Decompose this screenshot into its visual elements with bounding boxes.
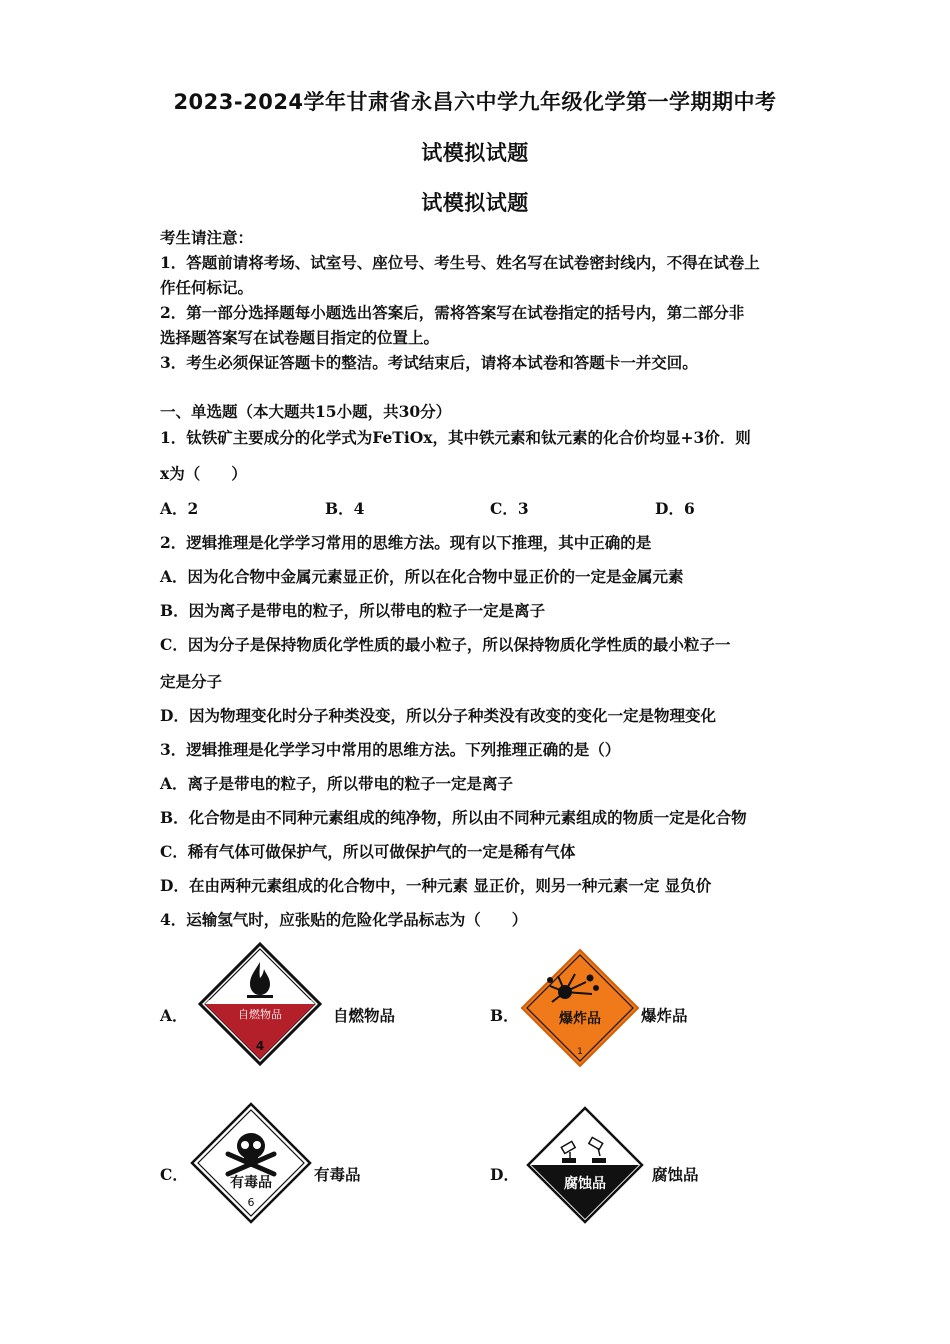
question-1-option-d: D．6 [655, 499, 695, 518]
question-2-option-b: B．因为离子是带电的粒子，所以带电的粒子一定是离子 [160, 601, 546, 620]
question-2-option-d: D．因为物理变化时分子种类没变，所以分子种类没有改变的变化一定是物理变化 [160, 706, 716, 725]
sign-c-number: 6 [247, 1196, 255, 1209]
question-2-stem: 2．逻辑推理是化学学习常用的思维方法。现有以下推理，其中正确的是 [160, 533, 652, 552]
flammable-sign [198, 942, 322, 1066]
corrosive-sign [526, 1106, 644, 1224]
question-4-stem: 4．运输氢气时，应张贴的危险化学品标志为（ ） [160, 910, 528, 929]
section-heading: 一、单选题（本大题共15小题，共30分） [160, 402, 452, 421]
question-1-option-a: A．2 [160, 499, 199, 518]
question-1-option-c: C．3 [490, 499, 529, 518]
question-4-option-b-label: 爆炸品 [641, 1006, 688, 1025]
question-4-option-c-letter: C． [160, 1165, 188, 1184]
notice-item: 作任何标记。 [160, 278, 254, 297]
question-4-option-a-label: 自燃物品 [333, 1006, 396, 1025]
notice-item: 选择题答案写在试卷题目指定的位置上。 [160, 328, 440, 347]
sign-b-number: 1 [577, 1047, 583, 1057]
exam-title-line-3: 试模拟试题 [421, 191, 529, 215]
exam-title-line-2: 试模拟试题 [421, 141, 529, 165]
sign-d-text: 腐蚀品 [564, 1176, 606, 1192]
question-3-option-b: B．化合物是由不同种元素组成的纯净物，所以由不同种元素组成的物质一定是化合物 [160, 808, 747, 827]
sign-c-text: 有毒品 [230, 1175, 272, 1191]
question-4-option-a-letter: A． [160, 1006, 188, 1025]
question-3-option-a: A．离子是带电的粒子，所以带电的粒子一定是离子 [160, 774, 514, 793]
sign-a-text: 自燃物品 [238, 1008, 282, 1021]
question-2-option-c: C．因为分子是保持物质化学性质的最小粒子，所以保持物质化学性质的最小粒子一 [160, 635, 731, 654]
question-2-option-a: A．因为化合物中金属元素显正价，所以在化合物中显正价的一定是金属元素 [160, 567, 684, 586]
question-1-stem: 1．钛铁矿主要成分的化学式为FeTiOx，其中铁元素和钛元素的化合价均显+3价．则 [160, 428, 751, 447]
question-1-stem-cont: x为（ ） [160, 464, 247, 483]
question-4-option-c-label: 有毒品 [314, 1165, 361, 1184]
toxic-sign [190, 1102, 312, 1224]
question-4-option-d-label: 腐蚀品 [652, 1165, 699, 1184]
question-3-stem: 3．逻辑推理是化学学习中常用的思维方法。下列推理正确的是（） [160, 740, 621, 759]
question-2-option-c-cont: 定是分子 [160, 672, 223, 691]
explosive-sign [520, 948, 640, 1068]
sign-b-text: 爆炸品 [559, 1011, 601, 1027]
notice-item: 3．考生必须保证答题卡的整洁。考试结束后，请将本试卷和答题卡一并交回。 [160, 353, 698, 372]
notice-item: 1．答题前请将考场、试室号、座位号、考生号、姓名写在试卷密封线内，不得在试卷上 [160, 253, 760, 272]
question-4-option-b-letter: B． [490, 1006, 519, 1025]
question-3-option-d: D．在由两种元素组成的化合物中，一种元素 显正价，则另一种元素一定 显负价 [160, 876, 712, 895]
question-1-option-b: B．4 [325, 499, 365, 518]
exam-title-line-1: 2023-2024学年甘肃省永昌六中学九年级化学第一学期期中考 [173, 90, 777, 114]
question-4-option-d-letter: D． [490, 1165, 519, 1184]
sign-a-number: 4 [255, 1039, 265, 1053]
question-3-option-c: C．稀有气体可做保护气，所以可做保护气的一定是稀有气体 [160, 842, 576, 861]
notice-heading: 考生请注意： [160, 228, 254, 247]
notice-item: 2．第一部分选择题每小题选出答案后，需将答案写在试卷指定的括号内，第二部分非 [160, 303, 745, 322]
